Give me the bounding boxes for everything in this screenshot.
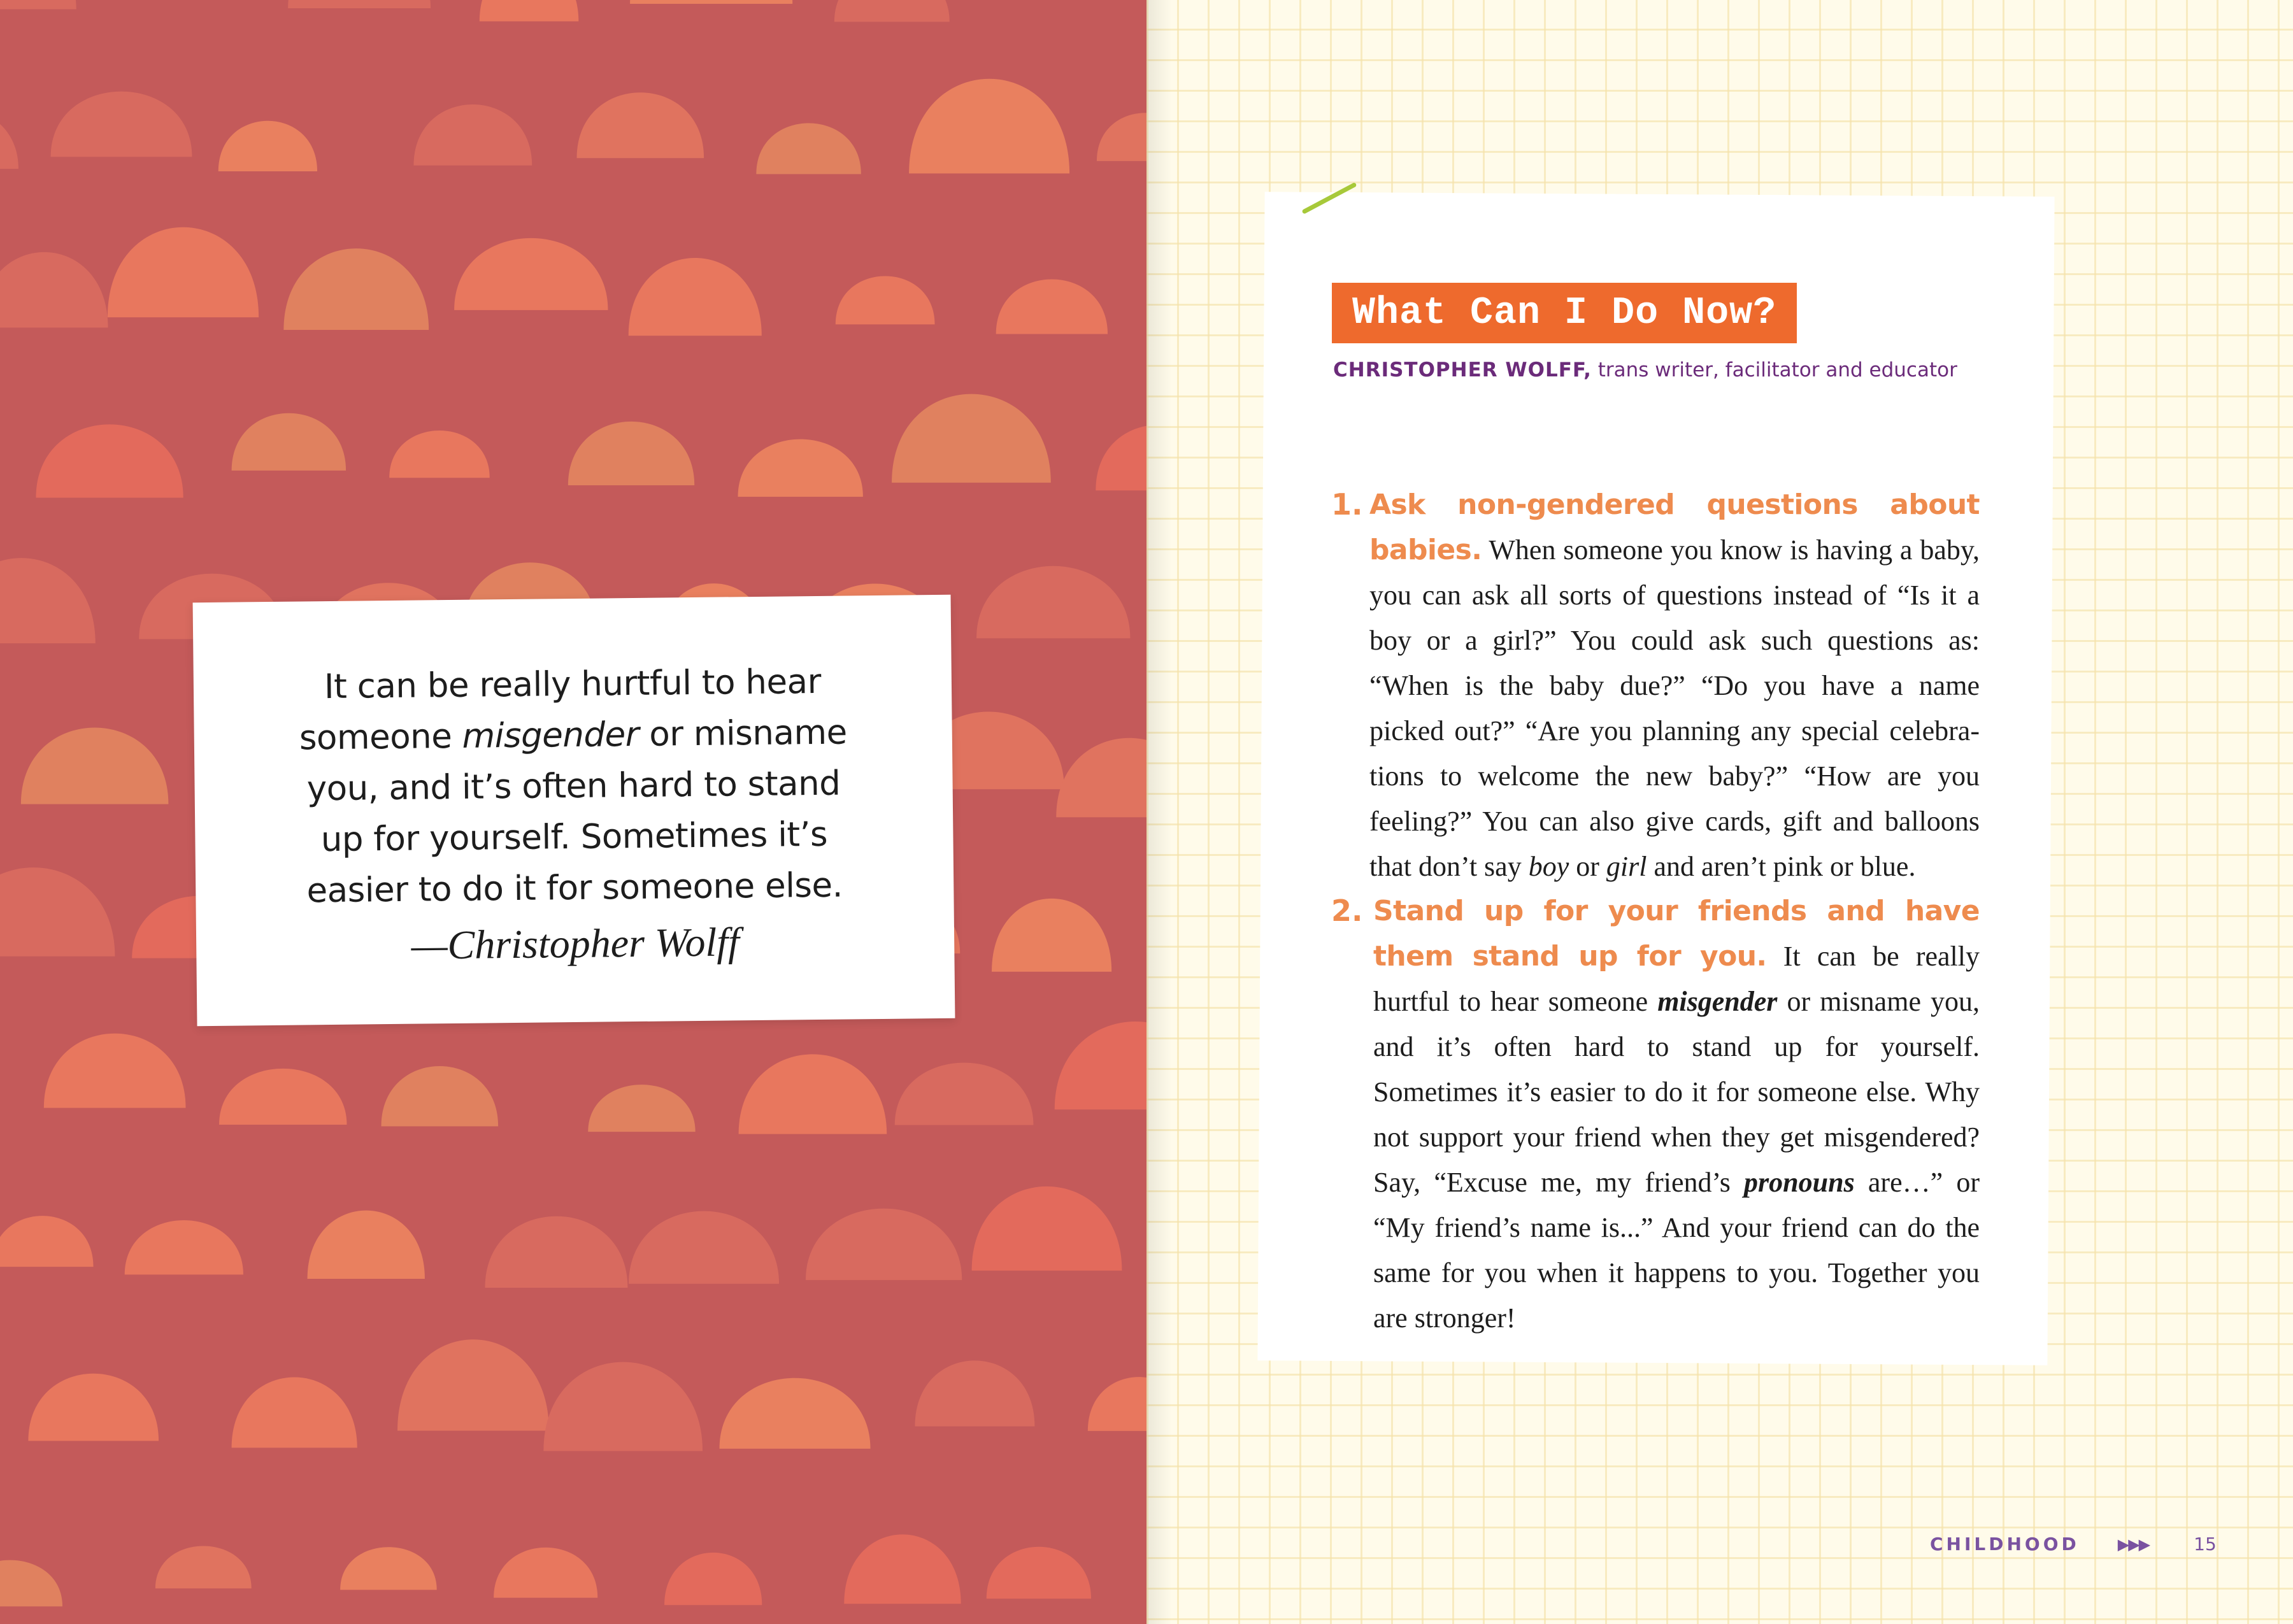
semicircle-shape [836,276,935,324]
list-item-heading: Stand up for your friends and have them stand up for you. [1373,895,1980,972]
semicircle-shape [992,899,1111,972]
left-page [0,0,1146,1624]
semicircle-shape [28,1374,159,1441]
semicircle-shape [21,728,169,804]
semicircle-shape [895,1063,1034,1125]
semicircle-shape [108,227,259,317]
byline-role: trans writer, facilitator and educator [1591,359,1957,381]
semicircle-shape [577,92,704,158]
semicircle-shape [1056,738,1146,817]
page-number: 15 [2194,1534,2217,1555]
semicircle-shape [283,248,429,330]
semicircle-shape [806,1209,962,1280]
list-item-number: 2. [1331,894,1363,928]
semicircle-shape [738,439,863,497]
semicircle-shape [232,1378,357,1448]
semicircle-shape [155,1546,252,1588]
semicircle-shape [996,279,1108,334]
sidebar-byline [1333,359,1957,381]
semicircle-shape [51,92,192,157]
semicircle-shape [340,1547,437,1590]
semicircle-shape [588,1085,695,1132]
semicircle-shape [454,238,608,310]
quote-line: someone misgender or misname [299,713,847,758]
semicircle-shape [756,123,861,174]
semicircle-shape [629,258,762,336]
semicircle-shape [125,1220,243,1274]
semicircle-shape [0,867,115,957]
list-item-body: Stand up for your friends and have them stand up for you. It can be really hurtful to hear someone misgender or misname you, and it’s often hard to stand up for yourself. Sometimes it’s easier to do it for someone else. Why not support your friend when they get misgendered? Say, “Excuse me, my friend’s pronouns are…” or “My friend’s name is...” And your friend can do the same for you when it happens to you. Together you are stronger! [1373,895,1980,1334]
pull-quote-card [193,595,955,1026]
semicircle-shape [413,104,532,166]
glossary-term: misgender [1657,986,1778,1017]
semicircle-shape [987,1547,1091,1599]
semicircle-shape [0,107,18,169]
semicircle-shape [915,1360,1034,1426]
list-item-heading: Ask non-gendered questions about babies. [1369,488,1980,566]
semicircle-shape [0,1560,62,1607]
semicircle-shape [0,0,76,9]
list-item-number: 1. [1331,487,1363,522]
semicircle-shape [664,1553,762,1605]
semicircle-shape [389,431,490,478]
sidebar-title: What Can I Do Now? [1352,291,1777,335]
semicircle-shape [972,1186,1122,1271]
semicircle-shape [629,1211,779,1284]
sidebar-title-box [1332,283,1797,343]
list-item [1331,888,1980,1341]
semicircle-shape [909,79,1069,174]
semicircle-shape [44,1034,186,1108]
semicircle-shape [630,0,792,4]
quote-line: you, and it’s often hard to stand [306,764,841,809]
semicircle-shape [0,1216,94,1267]
semicircle-shape [218,121,317,171]
spine-shadow [1146,0,1172,1624]
semicircle-shape [232,413,346,471]
semicircle-shape [720,1378,871,1449]
semicircle-shape [397,1339,549,1430]
byline-name: CHRISTOPHER WOLFF, [1333,359,1592,381]
semicircle-shape [494,1548,597,1598]
semicircle-shape [976,566,1130,638]
semicircle-shape [0,558,96,643]
section-label: CHILDHOOD [1930,1534,2080,1555]
arrows-icon: ▶▶▶ [2117,1535,2150,1553]
semicircle-shape [568,422,694,485]
semicircle-shape [834,0,950,22]
semicircle-shape [36,424,183,497]
glossary-term: pronouns [1744,1167,1855,1198]
semicircle-shape [0,252,108,327]
semicircle-shape [844,1534,961,1604]
list-item [1331,482,1980,889]
quote-attribution: —Christopher Wolff [411,919,740,968]
quote-emphasis: misgender [462,715,639,756]
quote-line: easier to do it for someone else. [306,865,843,911]
semicircle-shape [1097,113,1146,161]
right-page [1146,0,2293,1624]
semicircle-shape [485,1216,627,1288]
quote-line: It can be really hurtful to hear [324,662,822,707]
semicircle-shape [1096,425,1146,490]
quote-line: up for yourself. Sometimes it’s [320,815,828,860]
semicircle-shape [1088,1377,1146,1431]
semicircle-shape [288,0,431,8]
semicircle-shape [308,1211,425,1279]
semicircle-shape [892,394,1051,483]
semicircle-shape [543,1362,703,1451]
page-footer [1930,1534,2217,1555]
semicircle-shape [382,1066,499,1126]
list-item-body: Ask non-gendered questions about babies. When someone you know is having a baby, you can ask all sorts of questions instead of “Is it a boy or a girl?” You could ask such questions as: “When is the baby due?” “Do you have a name picked out?” “Are you planning any special celebrations to welcome the new baby?” “How are you feeling?” You can also give cards, gift and balloons that don’t say boy or girl and aren’t pink or blue. [1369,488,1980,882]
pull-quote-text [219,655,929,918]
semicircle-shape [219,1069,346,1125]
semicircle-shape [480,0,579,21]
semicircle-shape [1055,1022,1146,1109]
semicircle-shape [739,1054,887,1134]
